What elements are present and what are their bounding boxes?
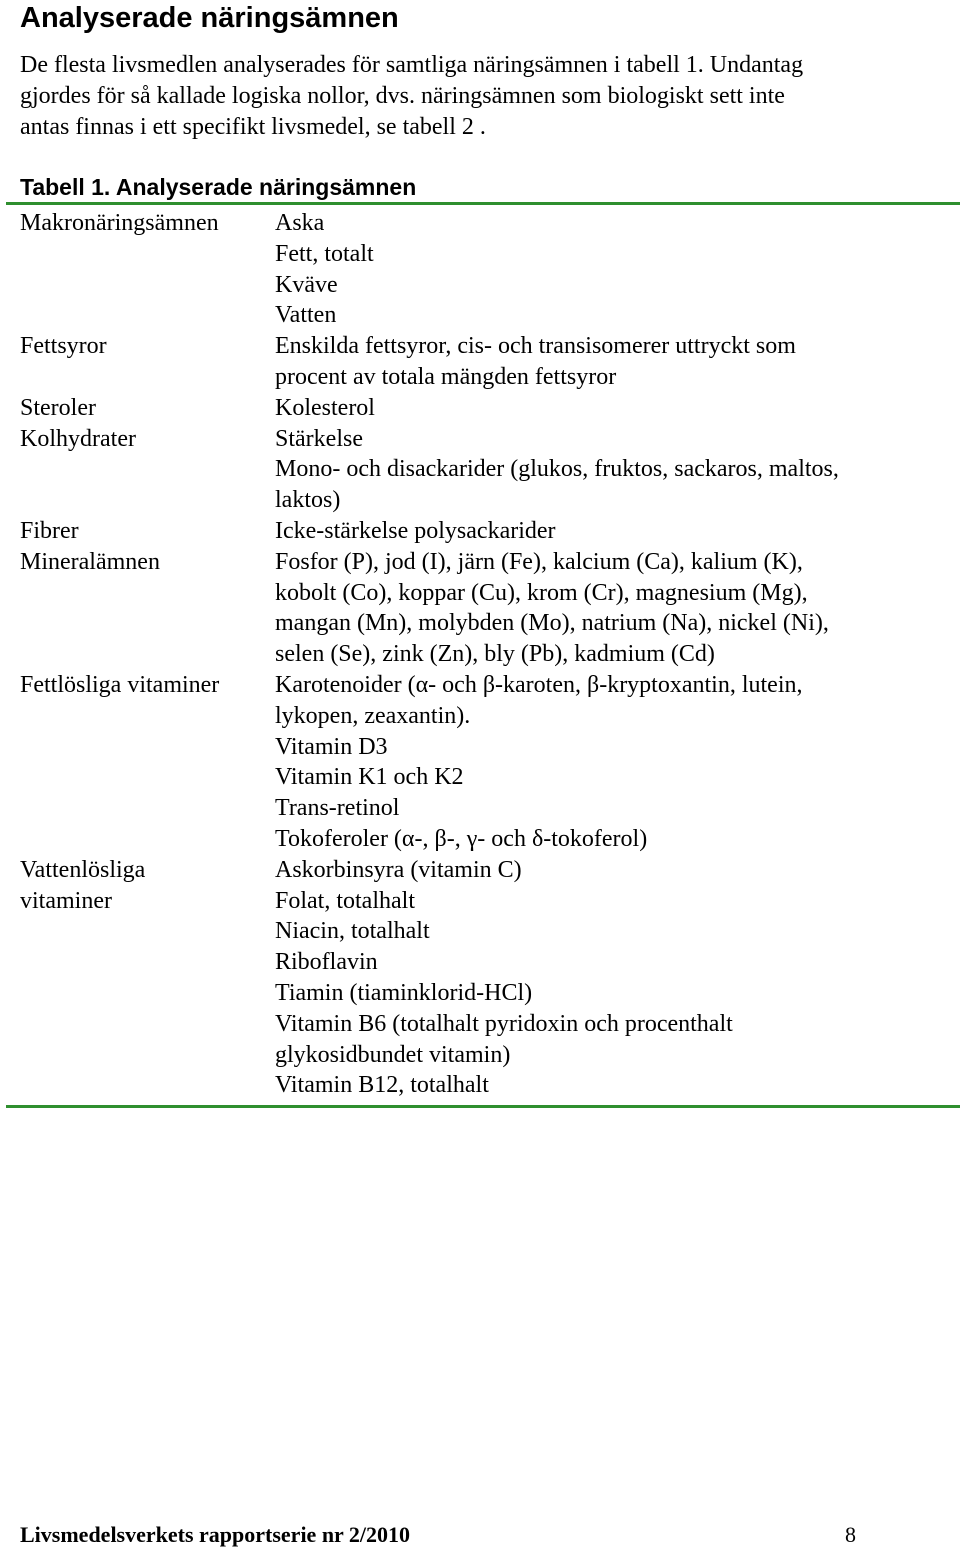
category-label: Vattenlösliga (20, 856, 146, 883)
page-heading: Analyserade näringsämnen (20, 2, 399, 34)
category-label: vitaminer (20, 887, 112, 914)
table-row (6, 547, 960, 670)
nutrient-line: Riboflavin (275, 949, 378, 976)
nutrient-line: Kväve (275, 271, 338, 298)
table-caption: Tabell 1. Analyserade näringsämnen (20, 174, 417, 200)
nutrient-line: mangan (Mn), molybden (Mo), natrium (Na), nickel (Ni), (275, 610, 829, 637)
table-row (6, 516, 960, 547)
nutrient-line: Stärkelse (275, 425, 363, 452)
nutrient-line: Enskilda fettsyror, cis- och transisomerer uttryckt som (275, 333, 796, 360)
page-footer (0, 1520, 960, 1550)
nutrient-line: procent av totala mängden fettsyror (275, 363, 617, 390)
category-label: Mineralämnen (20, 548, 160, 575)
nutrient-line: Folat, totalhalt (275, 887, 415, 914)
nutrient-line: Niacin, totalhalt (275, 918, 430, 945)
nutrient-line: Vitamin B6 (totalhalt pyridoxin och procenthalt (275, 1010, 733, 1037)
nutrient-line: Askorbinsyra (vitamin C) (275, 856, 522, 883)
values-cell (275, 855, 960, 1101)
nutrient-table (6, 202, 960, 1108)
category-label: Kolhydrater (20, 425, 136, 452)
values-cell (275, 670, 960, 855)
nutrient-line: Vitamin K1 och K2 (275, 764, 464, 791)
table-row (6, 208, 960, 331)
values-cell (275, 393, 960, 424)
nutrient-line: Trans-retinol (275, 795, 400, 822)
nutrient-line: Vitamin B12, totalhalt (275, 1072, 489, 1099)
footer-page-number: 8 (845, 1522, 856, 1547)
nutrient-line: Tokoferoler (α-, β-, γ- och δ-tokoferol) (275, 825, 648, 852)
nutrient-line: Aska (275, 210, 325, 236)
category-cell (6, 547, 275, 670)
nutrient-line: Mono- och disackarider (glukos, fruktos, sackaros, maltos, (275, 456, 839, 483)
intro-line: antas finnas i ett specifikt livsmedel, se tabell 2 . (20, 114, 486, 140)
values-cell (275, 547, 960, 670)
values-cell (275, 516, 960, 547)
category-cell (6, 670, 275, 855)
table-row (6, 424, 960, 516)
values-cell (275, 424, 960, 516)
nutrient-line: laktos) (275, 487, 341, 514)
nutrient-line: Tiamin (tiaminklorid-HCl) (275, 979, 533, 1006)
table-row (6, 393, 960, 424)
intro-line: gjordes för så kallade logiska nollor, dvs. näringsämnen som biologiskt sett inte (20, 83, 785, 109)
nutrient-line: Kolesterol (275, 394, 375, 421)
nutrient-line: Fosfor (P), jod (I), järn (Fe), kalcium (Ca), kalium (K), (275, 548, 803, 575)
nutrient-line: kobolt (Co), koppar (Cu), krom (Cr), magnesium (Mg), (275, 579, 808, 606)
category-cell (6, 516, 275, 547)
nutrient-line: Vatten (275, 302, 337, 329)
nutrient-line: lykopen, zeaxantin). (275, 702, 471, 729)
category-cell (6, 331, 275, 393)
intro-paragraph (20, 50, 920, 143)
category-cell (6, 855, 275, 1101)
values-cell (275, 208, 960, 331)
footer-series: Livsmedelsverkets rapportserie nr 2/2010 (20, 1522, 411, 1547)
table-row (6, 331, 960, 393)
category-cell (6, 393, 275, 424)
category-cell (6, 208, 275, 331)
category-label: Fettlösliga vitaminer (20, 671, 220, 698)
values-cell (275, 331, 960, 393)
nutrient-line: Vitamin D3 (275, 733, 388, 760)
category-label: Makronäringsämnen (20, 210, 219, 236)
table-row (6, 855, 960, 1101)
intro-line: De flesta livsmedlen analyserades för samtliga näringsämnen i tabell 1. Undantag (20, 52, 804, 78)
category-label: Fettsyror (20, 333, 107, 360)
category-cell (6, 424, 275, 516)
table-row (6, 670, 960, 855)
nutrient-line: Karotenoider (α- och β-karoten, β-kryptoxantin, lutein, (275, 671, 803, 698)
category-label: Fibrer (20, 517, 79, 544)
nutrient-line: glykosidbundet vitamin) (275, 1041, 511, 1068)
category-label: Steroler (20, 394, 96, 421)
nutrient-line: Fett, totalt (275, 240, 374, 267)
nutrient-line: Icke-stärkelse polysackarider (275, 517, 556, 544)
nutrient-line: selen (Se), zink (Zn), bly (Pb), kadmium (Cd) (275, 641, 715, 668)
